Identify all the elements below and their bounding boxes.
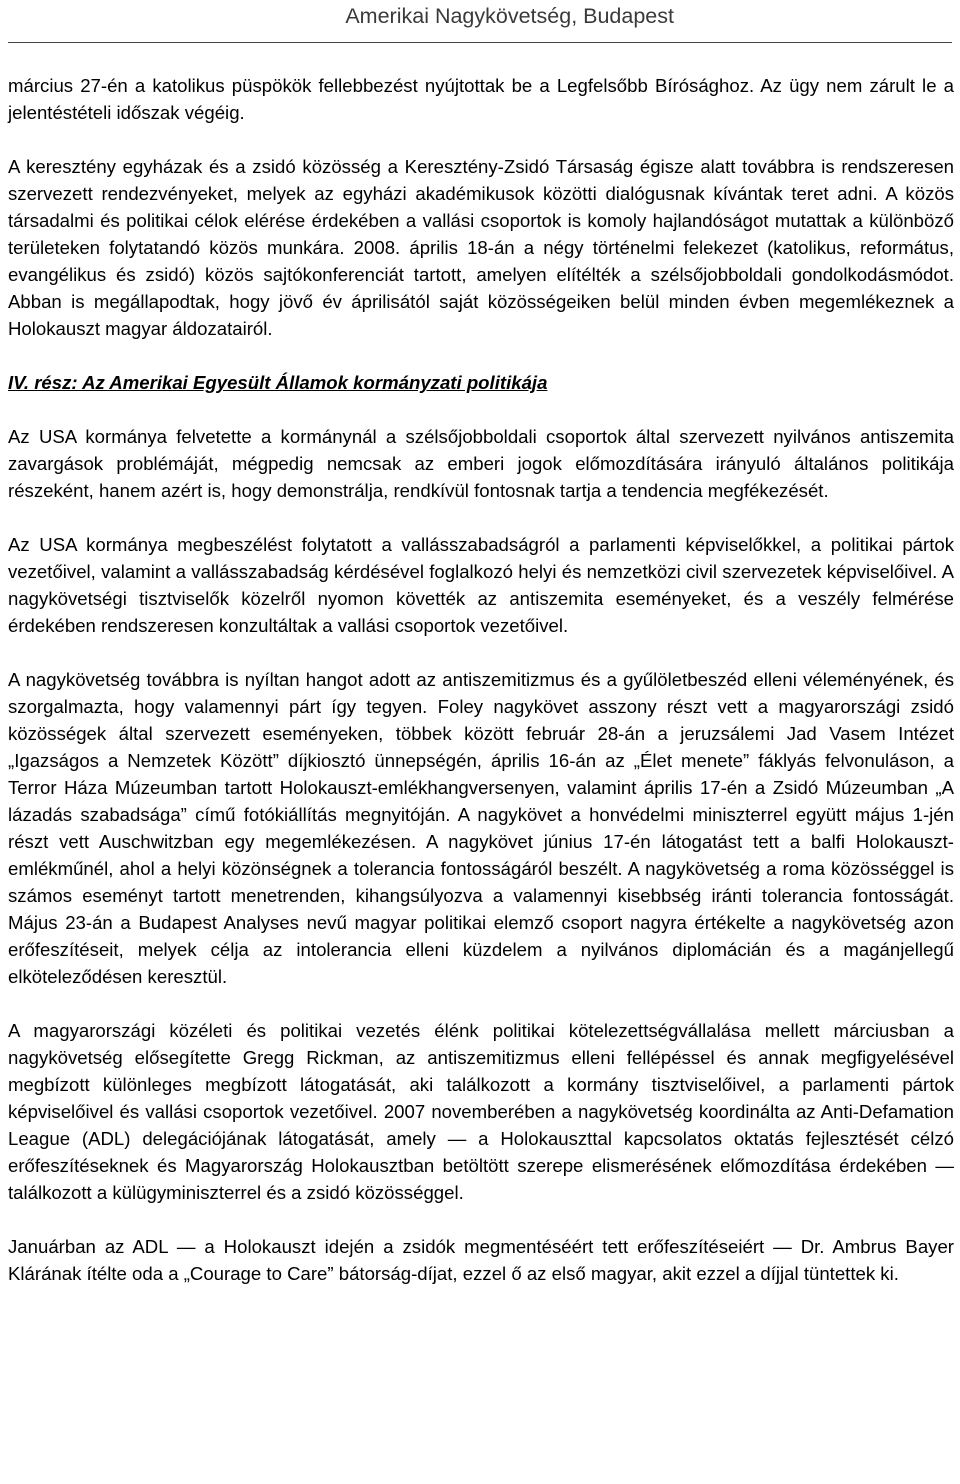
- paragraph-adl-award: Januárban az ADL — a Holokauszt idején a zsidók megmentéséért tett erőfeszítéseiért — Dr. Ambrus Bayer Klárának ítélte oda a „Courage to Care” bátorság-díjat, ezzel ő az első magyar, akit ezzel a díjjal tüntettek ki.: [8, 1236, 954, 1284]
- header-divider: [8, 42, 952, 43]
- paragraph-appeal: március 27-én a katolikus püspökök fellebbezést nyújtottak be a Legfelsőbb Bírósághoz. Az ügy nem zárult le a jelentéstételi időszak végéig.: [8, 75, 954, 123]
- header-title: Amerikai Nagykövetség, Budapest: [345, 4, 674, 28]
- paragraph-rickman-visit: A magyarországi közéleti és politikai vezetés élénk politikai kötelezettségvállalása mellett márciusban a nagykövetség elősegítette Gregg Rickman, az antiszemitizmus elleni fellépéssel és annak megfigyelésével megbízott különleges megbízott látogatását, aki találkozott a kormány tisztviselőivel, a parlamenti pártok képviselőivel és vallási csoportok vezetőivel. 2007 novemberében a nagykövetség koordinálta az Anti-Defamation League (ADL) delegációjának látogatását, amely — a Holokauszttal kapcsolatos oktatás fejlesztését célzó erőfeszítéseknek és Magyarország Holokausztban betöltött szerepe elismerésének előmozdítása érdekében — találkozott a külügyminiszterrel és a zsidó közösséggel.: [8, 1020, 954, 1203]
- document-body: [8, 72, 954, 1314]
- paragraph-embassy-events: A nagykövetség továbbra is nyíltan hangot adott az antiszemitizmus és a gyűlöletbeszéd elleni véleményének, és szorgalmazta, hogy valamennyi párt így tegyen. Foley nagykövet asszony részt vett a magyarországi zsidó közösségek által szervezett eseményeken, többek között február 28-án a jeruzsálemi Jad Vasem Intézet „Igazságos a Nemzetek Között” díjkiosztó ünnepségén, április 16-án az „Élet menete” fáklyás felvonuláson, a Terror Háza Múzeumban tartott Holokauszt-emlékhangversenyen, valamint április 17-én a Zsidó Múzeumban „A lázadás szabadsága” című fotókiállítás megnyitóján. A nagykövet a honvédelmi miniszterrel együtt május 1-jén részt vett Auschwitzban egy megemlékezésen. A nagykövet június 17-én látogatást tett a balfi Holokauszt-emlékműnél, ahol a helyi közönségnek a tolerancia fontosságáról beszélt. A nagykövetség a roma közösséggel is számos eseményt tartott menetrenden, kihangsúlyozva a valamennyi kisebbség iránti tolerancia fontosságát. Május 23-án a Budapest Analyses nevű magyar politikai elemző csoport nagyra értékelte a nagykövetség azon erőfeszítéseit, melyek célja az intolerancia elleni küzdelem a nyilvános diplomácián és a magánjellegű elköteleződésen keresztül.: [8, 669, 954, 987]
- paragraph-us-government-consulted: Az USA kormánya megbeszélést folytatott a vallásszabadságról a parlamenti képviselőkkel, a politikai pártok vezetőivel, valamint a vallásszabadság kérdésével foglalkozó helyi és nemzetközi civil szervezetek képviselőivel. A nagykövetségi tisztviselők közelről nyomon követték az antiszemita eseményeket, és a veszély felmérése érdekében rendszeresen konzultáltak a vallási csoportok vezetőivel.: [8, 534, 954, 636]
- section-heading: IV. rész: Az Amerikai Egyesült Államok kormányzati politikája: [8, 372, 548, 393]
- paragraph-christian-jewish-society: A keresztény egyházak és a zsidó közösség a Keresztény-Zsidó Társaság égisze alatt továbbra is rendszeresen szervezett rendezvényeket, melyek az egyházi akadémikusok közötti dialógusnak kívántak teret adni. A közös társadalmi és politikai célok elérése érdekében a vallási csoportok is komoly hajlandóságot mutattak a különböző területeken folytatandó közös munkára. 2008. április 18-án a négy történelmi felekezet (katolikus, református, evangélikus és zsidó) közös sajtókonferenciát tartott, amelyen elítélték a szélsőjobboldali gondolkodásmódot. Abban is megállapodtak, hogy jövő év áprilisától saját közösségeiken belül minden évben megemlékeznek a Holokauszt magyar áldozatairól.: [8, 156, 954, 339]
- paragraph-us-government-raised: Az USA kormánya felvetette a kormánynál a szélsőjobboldali csoportok által szervezett nyilvános antiszemita zavargások problémáját, mégpedig nemcsak az emberi jogok előmozdítására irányuló általános politikája részeként, hanem azért is, hogy demonstrálja, rendkívül fontosnak tartja a tendencia megfékezését.: [8, 426, 954, 501]
- page-header: [0, 0, 960, 40]
